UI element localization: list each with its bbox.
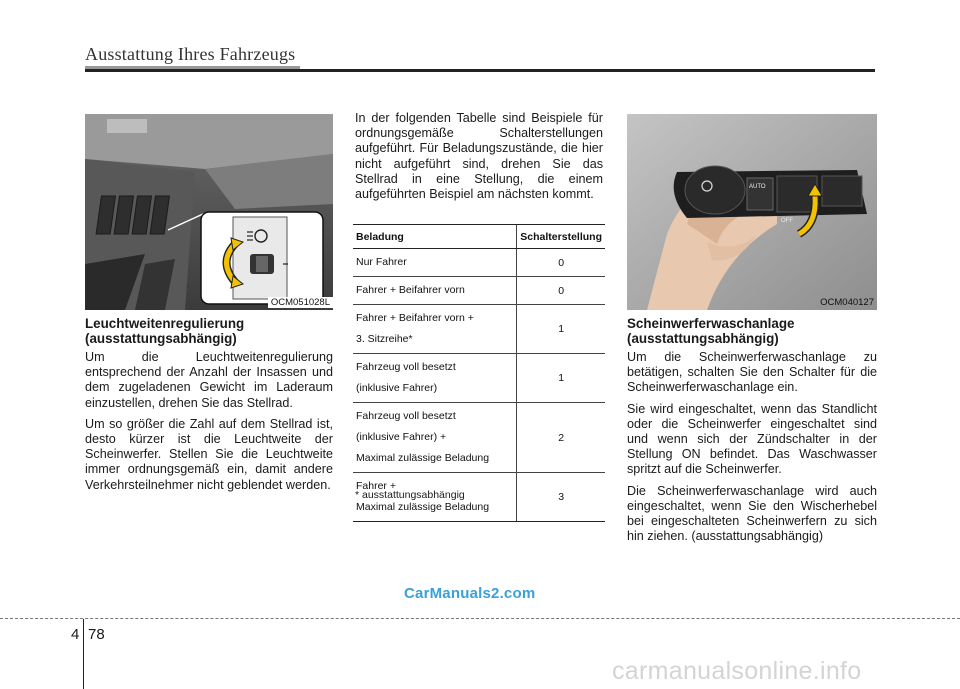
site-watermark: carmanualsonline.info: [612, 657, 862, 685]
table-footnote: * ausstattungsabhängig: [355, 489, 465, 501]
table-header-loading: Beladung: [353, 225, 517, 249]
table-row: [353, 277, 605, 305]
leveling-paragraph-1: Um die Leuchtweitenregulierung entsprechend der Anzahl der Insassen und dem zugeladenen Gewicht im Laderaum einzustellen, drehen Sie das Stellrad.: [85, 350, 333, 410]
washer-paragraph-1: Um die Scheinwerferwaschanlage zu betätigen, schalten Sie den Schalter für die Scheinwerferwaschanlage ein.: [627, 350, 877, 395]
row-value: 1: [517, 354, 605, 403]
heading-line-2: (ausstattungsabhängig): [85, 331, 237, 346]
headlamp-washer-photo: [627, 114, 877, 310]
row-label: Fahrzeug voll besetzt: [356, 410, 456, 422]
header-rule: [85, 69, 875, 72]
row-label: Nur Fahrer: [356, 256, 407, 268]
table-row: [353, 354, 605, 403]
stalk-off-label: OFF: [781, 218, 793, 224]
row-label: Fahrer + Beifahrer vorn: [356, 284, 465, 296]
row-label: (inklusive Fahrer): [356, 382, 438, 394]
table-intro-paragraph: In der folgenden Tabelle sind Beispiele für ordnungsgemäße Schalterstellungen aufgeführt. Für Beladungszustände, die hier nicht aufgeführt sind, drehen Sie das Stellrad in eine Stellung, die einem aufgeführten Beispiel am nächsten kommt.: [355, 111, 603, 202]
leveling-paragraph-2: Um so größer die Zahl auf dem Stellrad ist, desto kürzer ist die Leuchtweite der Scheinwerfer. Stellen Sie die Leuchtweite immer ordnungsgemäß ein, damit andere Verkehrsteilnehmer nicht geblendet werden.: [85, 416, 333, 492]
row-label: Fahrzeug voll besetzt: [356, 361, 456, 373]
row-value: 1: [517, 305, 605, 354]
row-label: Fahrer + Beifahrer vorn +: [356, 312, 474, 324]
table-row: [353, 249, 605, 277]
stalk-auto-label: AUTO: [749, 184, 766, 190]
row-value: 2: [517, 403, 605, 473]
page-number-separator: [83, 619, 84, 689]
row-label: Maximal zulässige Beladung: [356, 501, 490, 513]
page-number: 78: [88, 626, 105, 643]
image-code-left: OCM051028L: [268, 297, 333, 308]
washer-paragraph-3: Die Scheinwerferwaschanlage wird auch eingeschaltet, wenn Sie den Wischerhebel bei eingeschalteten Scheinwerfern zu sich hin ziehen. (ausstattungsabhängig): [627, 483, 877, 544]
left-column: [85, 316, 333, 499]
row-value: 0: [517, 249, 605, 277]
heading-line-2: (ausstattungsabhängig): [627, 331, 779, 346]
dashboard-illustration: [85, 114, 333, 310]
row-label: (inklusive Fahrer) +: [356, 431, 447, 443]
stalk-illustration: [627, 114, 877, 310]
watermark-link[interactable]: CarManuals2.com: [404, 585, 536, 602]
chapter-number: 4: [71, 626, 80, 643]
table-header-switch-position: Schalterstellung: [517, 225, 605, 249]
middle-intro: [355, 111, 603, 208]
row-label: Maximal zulässige Beladung: [356, 452, 490, 464]
running-header: Ausstattung Ihres Fahrzeugs: [85, 44, 296, 64]
section-heading-washer: [627, 316, 877, 346]
washer-paragraph-2: Sie wird eingeschaltet, wenn das Standlicht oder die Scheinwerfer eingeschaltet sind und wenn sich der Zündschalter in der Stellung ON befindet. Das Waschwasser spritzt auf die Scheinwerfer.: [627, 401, 877, 477]
heading-line-1: Scheinwerferwaschanlage: [627, 316, 795, 331]
row-label: Fahrer +: [356, 480, 396, 492]
row-value: 0: [517, 277, 605, 305]
right-column: [627, 316, 877, 550]
row-label: 3. Sitzreihe*: [356, 333, 413, 345]
section-heading-leveling: [85, 316, 333, 346]
leveling-dial-photo: [85, 114, 333, 310]
table-row: [353, 403, 605, 473]
loading-table: [353, 224, 605, 522]
footer-dashed-rule: [0, 618, 960, 619]
row-value: 3: [517, 473, 605, 522]
table-header-row: [353, 225, 605, 249]
table-row: [353, 305, 605, 354]
image-code-right: OCM040127: [820, 297, 874, 308]
heading-line-1: Leuchtweitenregulierung: [85, 316, 245, 331]
